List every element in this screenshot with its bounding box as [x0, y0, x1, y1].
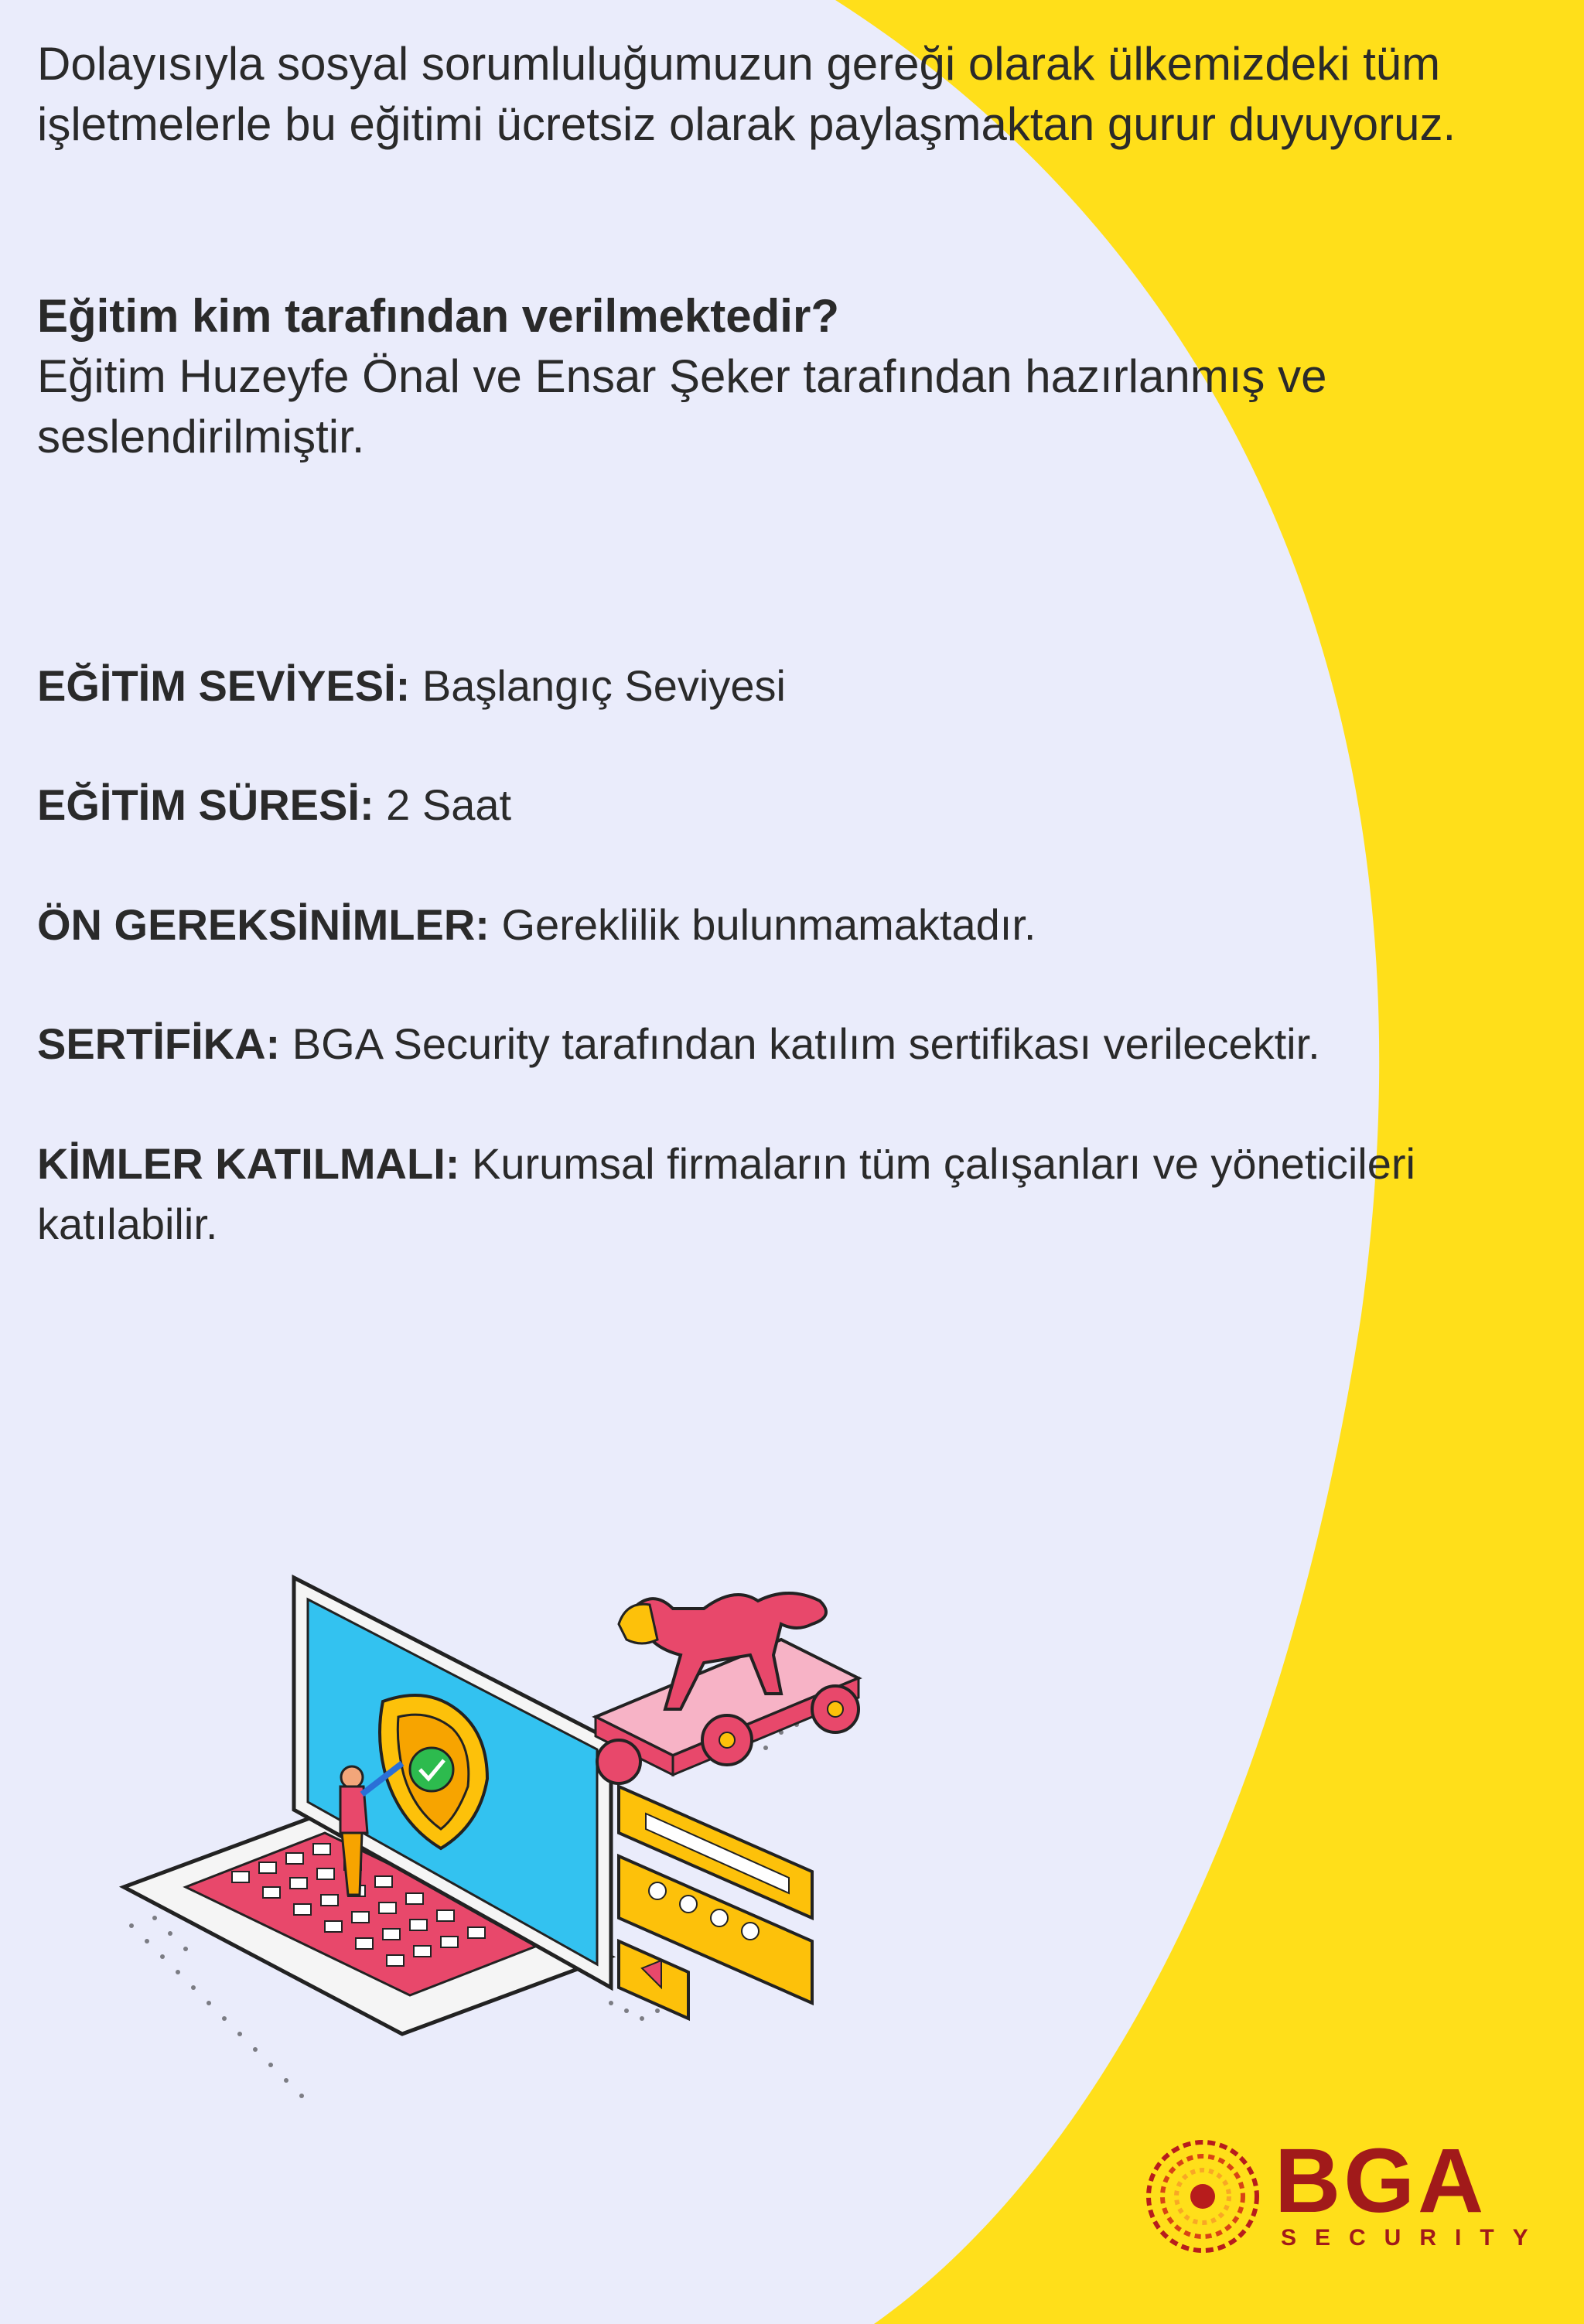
bga-security-logo: [1137, 2130, 1547, 2266]
trainer-section: [37, 286, 1553, 467]
detail-level-label: EĞİTİM SEVİYESİ:: [37, 661, 411, 710]
logo-name: BGA: [1275, 2130, 1487, 2232]
detail-audience: [37, 1134, 1538, 1254]
detail-duration-value: 2 Saat: [386, 780, 512, 829]
detail-prerequisites-value: Gereklilik bulunmamaktadır.: [501, 900, 1036, 949]
detail-level: [37, 656, 1538, 716]
detail-prerequisites: [37, 895, 1538, 955]
detail-certificate-value: BGA Security tarafından katılım sertifikası verilecektir.: [292, 1019, 1320, 1068]
trainer-answer: Eğitim Huzeyfe Önal ve Ensar Şeker tarafından hazırlanmış ve seslendirilmiştir.: [37, 350, 1327, 462]
detail-audience-label: KİMLER KATILMALI:: [37, 1139, 460, 1188]
detail-prerequisites-label: ÖN GEREKSİNİMLER:: [37, 900, 490, 949]
globe-icon: [1137, 2131, 1268, 2262]
detail-certificate: [37, 1014, 1538, 1074]
detail-certificate-label: SERTİFİKA:: [37, 1019, 281, 1068]
intro-section: [37, 34, 1553, 155]
detail-level-value: Başlangıç Seviyesi: [422, 661, 786, 710]
detail-duration-label: EĞİTİM SÜRESİ:: [37, 780, 374, 829]
trainer-question: Eğitim kim tarafından verilmektedir?: [37, 290, 839, 342]
detail-duration: [37, 775, 1538, 835]
intro-paragraph: Dolayısıyla sosyal sorumluluğumuzun gereği olarak ülkemizdeki tüm işletmelerle bu eğitimi ücretsiz olarak paylaşmaktan gurur duyuyoruz.: [37, 38, 1456, 150]
logo-subtitle: SECURITY: [1281, 2225, 1547, 2251]
security-illustration: [116, 1554, 920, 2135]
detail-audience-value: Kurumsal firmaların tüm çalışanları ve yöneticileri katılabilir.: [37, 1139, 1415, 1248]
